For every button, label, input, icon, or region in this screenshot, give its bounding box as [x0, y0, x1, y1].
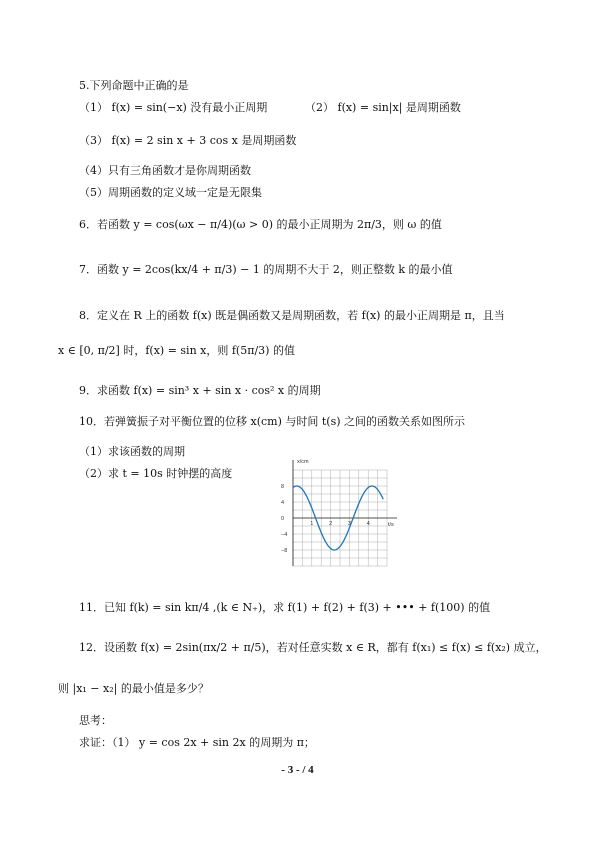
y-tick-label: −4 — [281, 532, 288, 538]
text-5-2: （2） f(x) = sin|x| 是周期函数 — [305, 101, 461, 114]
text-5-3: （3） f(x) = 2 sin x + 3 cos x 是周期函数 — [79, 134, 297, 147]
x-tick-label: 2 — [329, 521, 333, 527]
text-10-2: （2）求 t = 10s 时钟摆的高度 — [79, 467, 233, 480]
text-proof: 求证：（1） y = cos 2x + sin 2x 的周期为 π； — [79, 736, 315, 749]
text-12-cont: 则 |x₁ − x₂| 的最小值是多少？ — [58, 682, 209, 695]
oscillation-graph — [275, 454, 400, 570]
y-tick-label: −8 — [281, 548, 288, 554]
text-10-1: （1）求该函数的周期 — [79, 445, 185, 458]
page-number: - 3 - / 4 — [281, 764, 314, 776]
graph-y-label: x/cm — [297, 459, 309, 465]
y-tick-label: 4 — [281, 500, 285, 506]
x-tick-label: 4 — [366, 521, 370, 527]
text-11: 11．已知 f(k) = sin kπ/4 ,(k ∈ N₊)，求 f(1) + f(2) + f(3) + ••• + f(100) 的值 — [79, 601, 491, 614]
text-8: 8．定义在 R 上的函数 f(x) 既是偶函数又是周期函数，若 f(x) 的最小正周期是 π，且当 — [79, 309, 505, 322]
x-tick-label: 3 — [347, 521, 351, 527]
text-5: 5.下列命题中正确的是 — [79, 79, 189, 92]
text-6: 6．若函数 y = cos(ωx − π/4)(ω > 0) 的最小正周期为 2π/3，则 ω 的值 — [79, 218, 442, 231]
text-9: 9．求函数 f(x) = sin³ x + sin x · cos² x 的周期 — [79, 384, 321, 397]
graph-x-label: t/s — [388, 522, 394, 528]
text-7: 7．函数 y = 2cos(kx/4 + π/3) − 1 的周期不大于 2，则正整数 k 的最小值 — [79, 263, 453, 276]
text-8-cont: x ∈ [0, π/2] 时，f(x) = sin x，则 f(5π/3) 的值 — [58, 344, 295, 357]
text-10: 10．若弹簧振子对平衡位置的位移 x(cm) 与时间 t(s) 之间的函数关系如图所示 — [79, 415, 466, 428]
y-tick-label: 0 — [281, 516, 285, 522]
x-tick-label: 1 — [310, 521, 314, 527]
text-think: 思考： — [79, 714, 112, 727]
y-tick-label: 8 — [281, 484, 285, 490]
text-5-4: （4）只有三角函数才是你周期函数 — [79, 164, 251, 177]
text-12: 12．设函数 f(x) = 2sin(πx/2 + π/5)，若对任意实数 x ∈ R，都有 f(x₁) ≤ f(x) ≤ f(x₂) 成立， — [79, 641, 547, 654]
text-5-1: （1） f(x) = sin(−x) 没有最小正周期 — [79, 101, 268, 114]
text-5-5: （5）周期函数的定义域一定是无限集 — [79, 186, 262, 199]
